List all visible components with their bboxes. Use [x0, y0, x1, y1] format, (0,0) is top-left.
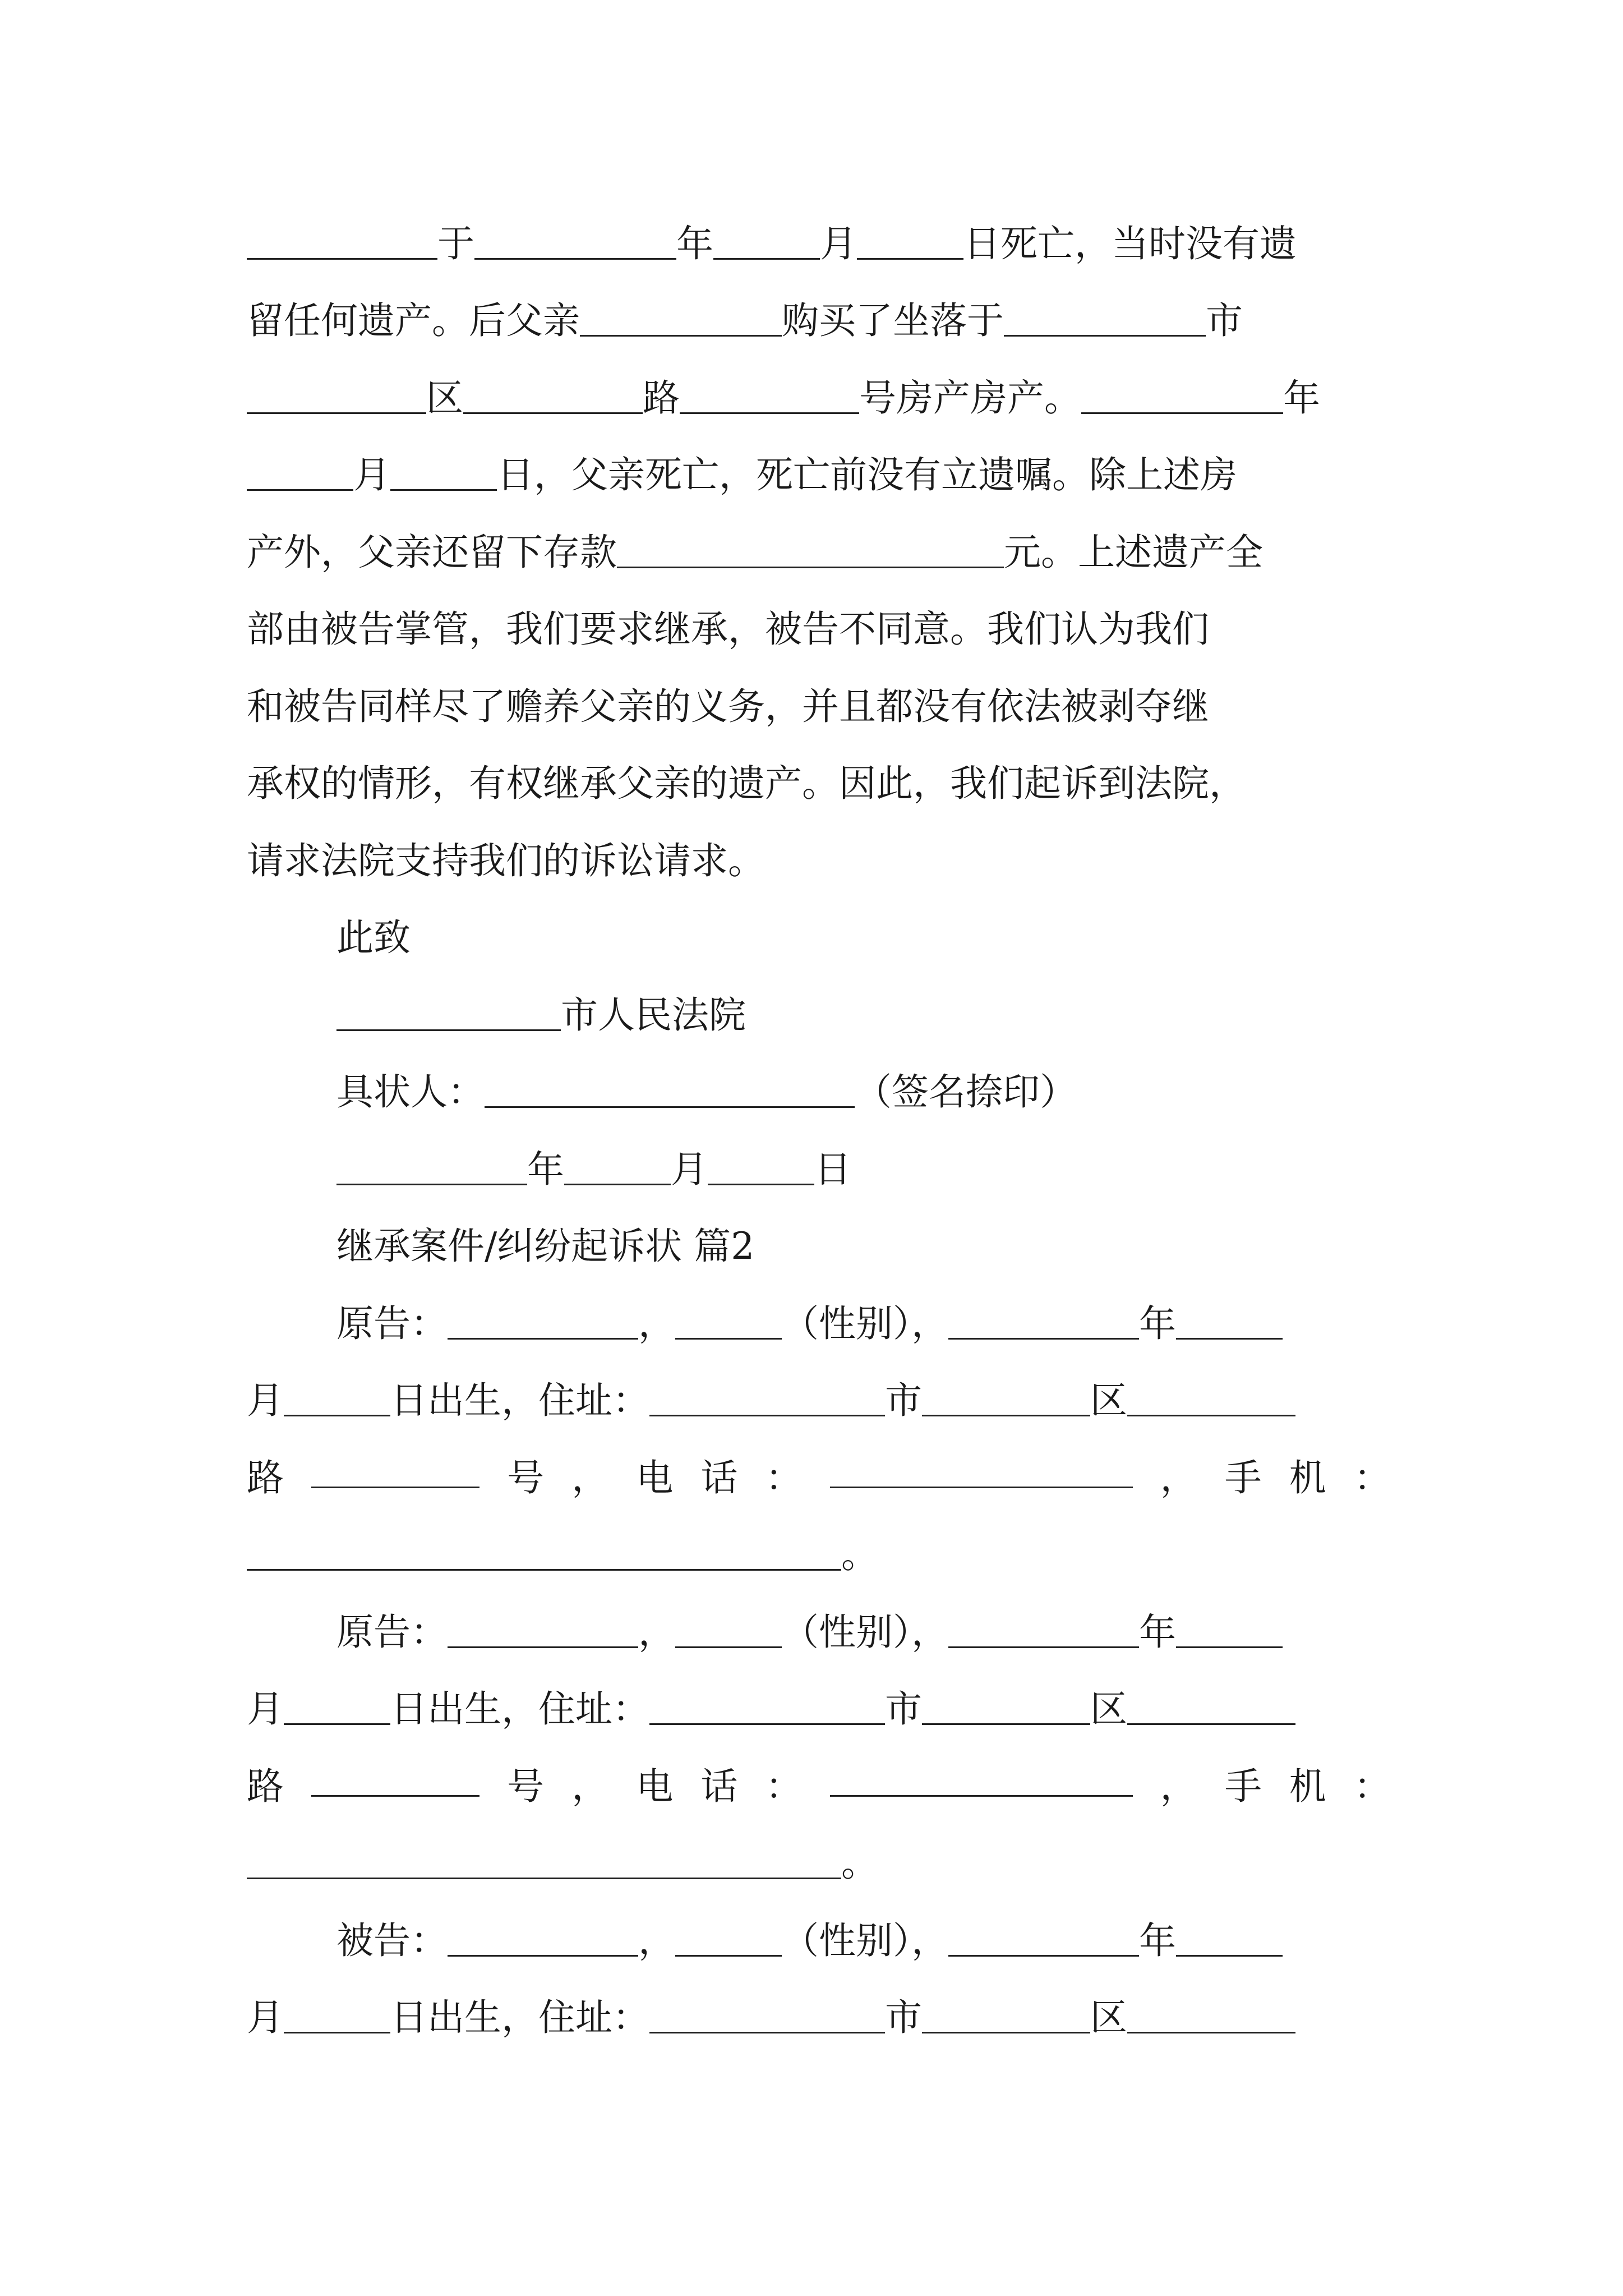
salutation: 此致 [336, 916, 411, 959]
fill-blank [922, 1375, 1090, 1416]
text-segment: ， [571, 1456, 609, 1499]
text-segment: 。 [841, 1533, 878, 1576]
fill-blank [311, 1756, 479, 1797]
signer-note: （签名捺印） [855, 1070, 1077, 1114]
fill-blank [463, 373, 643, 414]
fill-blank [336, 990, 561, 1031]
text-segment: 原告： [336, 1611, 448, 1654]
fill-blank [649, 1993, 885, 2033]
fill-blank [247, 1530, 841, 1571]
text-segment: 年 [1283, 376, 1320, 420]
text-segment: 月 [353, 453, 390, 496]
fill-blank [311, 1447, 479, 1488]
text-segment: 话 [700, 1456, 738, 1499]
court-name: 市人民法院 [561, 993, 746, 1037]
text-segment: 月 [820, 222, 857, 265]
party-line [336, 1602, 1391, 1663]
fill-blank [1127, 1375, 1295, 1416]
text-segment: 手 [1224, 1765, 1262, 1808]
text-segment: 月 [247, 1687, 284, 1731]
fill-blank [448, 1299, 638, 1340]
fill-blank [247, 219, 437, 260]
party-line [247, 1678, 1391, 1740]
text-segment: 日死亡，当时没有遗 [963, 222, 1297, 265]
fill-blank [649, 1375, 885, 1416]
text-segment: 留任何遗产。后父亲 [247, 299, 580, 342]
text-segment: 话 [700, 1765, 738, 1808]
text-segment: 元。上述遗产全 [1004, 531, 1263, 574]
fill-blank [708, 1144, 814, 1185]
fill-blank [675, 1607, 782, 1648]
fill-blank [564, 1144, 671, 1185]
paragraph-line: 和被告同样尽了赡养父亲的义务，并且都没有依法被剥夺继 [247, 685, 1209, 728]
fill-blank [1176, 1299, 1283, 1340]
fill-blank [247, 450, 353, 491]
fill-blank [1176, 1916, 1283, 1957]
text-segment: ： [1353, 1765, 1391, 1808]
text-segment: 号房产房产。 [859, 376, 1081, 420]
fill-blank [1127, 1993, 1295, 2033]
fill-blank [713, 219, 820, 260]
text-segment: 路 [643, 376, 680, 420]
fill-blank [830, 1447, 1133, 1488]
fill-blank [284, 1375, 390, 1416]
text-segment: ： [1353, 1456, 1391, 1499]
text-segment: 电 [636, 1456, 674, 1499]
section-title: 继承案件/纠纷起诉状 篇2 [336, 1225, 755, 1268]
party-line [247, 1756, 1391, 1818]
fill-blank [649, 1684, 885, 1725]
text-segment: 年 [1139, 1302, 1176, 1345]
text-segment: 电 [636, 1765, 674, 1808]
text-segment: 日出生，住址： [390, 1996, 649, 2039]
fill-blank [284, 1684, 390, 1725]
text-segment: 年 [1139, 1611, 1176, 1654]
text-segment: 机 [1289, 1456, 1326, 1499]
text-segment: 区 [426, 376, 463, 420]
text-segment: ， [638, 1302, 675, 1345]
text-segment: 手 [1224, 1456, 1262, 1499]
fill-blank [247, 373, 426, 414]
paragraph-line [247, 444, 1391, 506]
fill-blank [336, 1144, 527, 1185]
paragraph-line: 部由被告掌管，我们要求继承，被告不同意。我们认为我们 [247, 608, 1209, 651]
text-segment: 月 [247, 1996, 284, 2039]
fill-blank [948, 1299, 1139, 1340]
fill-blank [1081, 373, 1283, 414]
text-segment: ： [765, 1765, 803, 1808]
text-segment: 日出生，住址： [390, 1687, 649, 1731]
text-segment: 市 [885, 1687, 922, 1731]
text-segment: 日，父亲死亡，死亡前没有立遗嘱。除上述房 [497, 453, 1237, 496]
text-segment: 区 [1090, 1687, 1127, 1731]
paragraph-line [247, 290, 1391, 352]
text-segment: 区 [1090, 1379, 1127, 1422]
text-segment: 月 [671, 1148, 708, 1191]
court-line [336, 984, 1391, 1046]
fill-blank [448, 1607, 638, 1648]
text-segment: 被告： [336, 1919, 448, 1962]
fill-blank [948, 1916, 1139, 1957]
fill-blank [922, 1684, 1090, 1725]
text-segment: 机 [1289, 1765, 1326, 1808]
text-segment: 市 [885, 1379, 922, 1422]
paragraph-line: 请求法院支持我们的诉讼请求。 [247, 839, 765, 882]
signer-label: 具状人： [336, 1070, 485, 1114]
text-segment: （性别）， [782, 1302, 948, 1345]
text-segment: 路 [247, 1765, 284, 1808]
party-line [247, 1524, 1391, 1586]
text-segment: ， [638, 1611, 675, 1654]
fill-blank [485, 1067, 855, 1108]
fill-blank [948, 1607, 1139, 1648]
party-line [247, 1370, 1391, 1432]
text-segment: 日 [814, 1148, 851, 1191]
text-segment: 于 [437, 222, 474, 265]
text-segment: 路 [247, 1456, 284, 1499]
paragraph-line [247, 213, 1391, 275]
text-segment: 区 [1090, 1996, 1127, 2039]
fill-blank [580, 296, 782, 337]
text-segment: 年 [527, 1148, 564, 1191]
fill-blank [247, 1838, 841, 1879]
text-segment: 号 [507, 1456, 545, 1499]
date-line [336, 1139, 1391, 1200]
text-segment: 购买了坐落于 [782, 299, 1004, 342]
paragraph-line [247, 522, 1391, 583]
text-segment: ： [765, 1456, 803, 1499]
fill-blank [284, 1993, 390, 2033]
party-line [336, 1293, 1391, 1355]
fill-blank [1176, 1607, 1283, 1648]
fill-blank [617, 527, 1004, 568]
text-segment: 月 [247, 1379, 284, 1422]
fill-blank [675, 1916, 782, 1957]
fill-blank [922, 1993, 1090, 2033]
fill-blank [857, 219, 963, 260]
text-segment: ， [1160, 1765, 1197, 1808]
text-segment: 日出生，住址： [390, 1379, 649, 1422]
paragraph-line: 承权的情形，有权继承父亲的遗产。因此，我们起诉到法院， [247, 762, 1246, 805]
text-segment: （性别）， [782, 1919, 948, 1962]
text-segment: 。 [841, 1842, 878, 1885]
text-segment: 年 [676, 222, 713, 265]
text-segment: 市 [1206, 299, 1243, 342]
text-segment: （性别）， [782, 1611, 948, 1654]
fill-blank [675, 1299, 782, 1340]
party-line [247, 1833, 1391, 1894]
text-segment: 市 [885, 1996, 922, 2039]
party-line [247, 1447, 1391, 1509]
fill-blank [448, 1916, 638, 1957]
fill-blank [1127, 1684, 1295, 1725]
text-segment: 年 [1139, 1919, 1176, 1962]
fill-blank [830, 1756, 1133, 1797]
fill-blank [390, 450, 497, 491]
party-line [336, 1910, 1391, 1972]
paragraph-line [247, 367, 1391, 429]
text-segment: 原告： [336, 1302, 448, 1345]
text-segment: ， [571, 1765, 609, 1808]
fill-blank [1004, 296, 1206, 337]
text-segment: 产外，父亲还留下存款 [247, 531, 617, 574]
text-segment: 号 [507, 1765, 545, 1808]
text-segment: ， [1160, 1456, 1197, 1499]
party-line [247, 1987, 1391, 2049]
signer-line [336, 1061, 1391, 1123]
fill-blank [474, 219, 676, 260]
text-segment: ， [638, 1919, 675, 1962]
fill-blank [680, 373, 859, 414]
